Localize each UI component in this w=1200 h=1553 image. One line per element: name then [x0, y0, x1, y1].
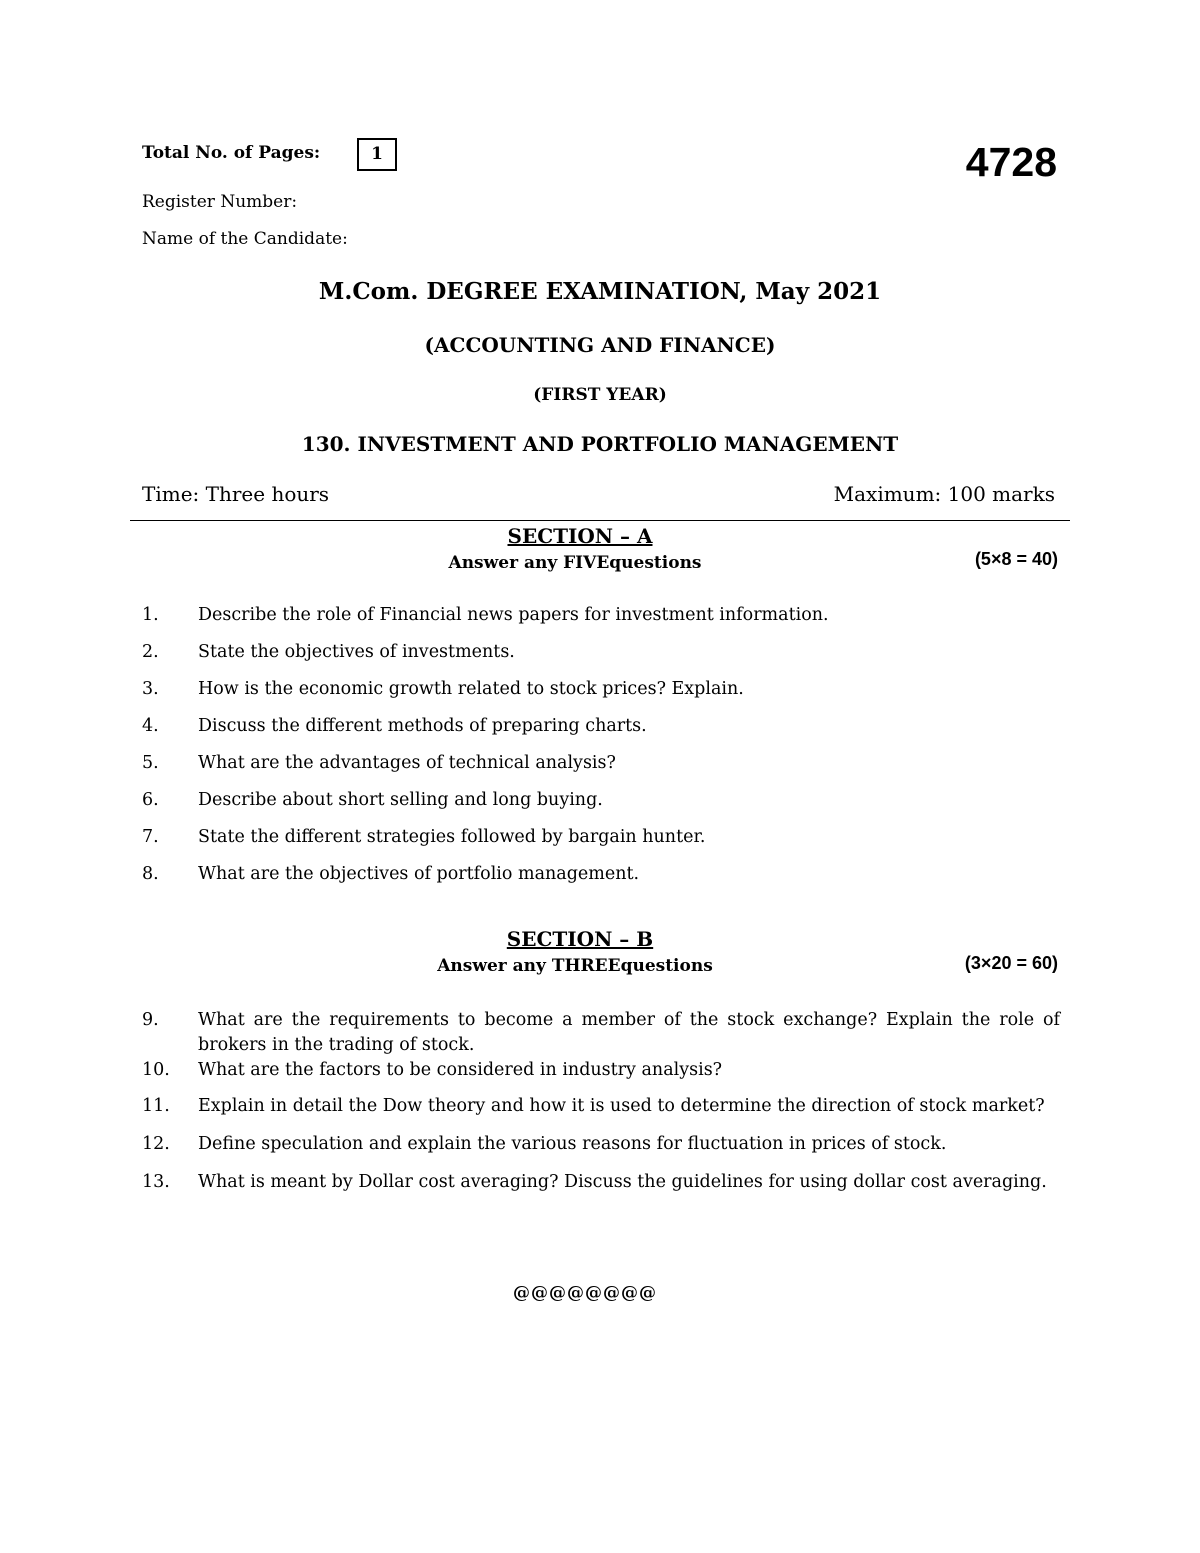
question-text: State the objectives of investments.: [198, 642, 515, 662]
section-a-marks: (5×8 = 40): [974, 549, 1058, 569]
question-number: 1.: [142, 605, 159, 625]
question-text: What are the advantages of technical analysis?: [198, 753, 616, 773]
question-item: [142, 1132, 1060, 1157]
exam-title: M.Com. DEGREE EXAMINATION, May 2021: [318, 278, 882, 305]
section-b-questions: [142, 1008, 1060, 1195]
question-item: [142, 1094, 1060, 1119]
question-item: [142, 714, 1060, 739]
question-text: What are the objectives of portfolio management.: [198, 864, 640, 884]
question-number: 12.: [142, 1134, 170, 1154]
paper-title: 130. INVESTMENT AND PORTFOLIO MANAGEMENT: [301, 432, 899, 456]
question-text: What are the factors to be considered in industry analysis?: [198, 1060, 723, 1080]
maximum-marks: Maximum: 100 marks: [833, 482, 1055, 506]
question-number: 7.: [142, 827, 159, 847]
question-number: 5.: [142, 753, 159, 773]
question-item: [142, 603, 1060, 628]
question-text: What are the requirements to become a member of the stock exchange? Explain the role of brokers in the trading of stock.: [198, 1010, 1060, 1055]
section-a-questions: [142, 603, 1060, 899]
question-number: 10.: [142, 1060, 170, 1080]
total-pages-label: Total No. of Pages:: [142, 143, 321, 163]
question-item: [142, 640, 1060, 665]
question-item: [142, 1170, 1060, 1195]
section-a-instruction: Answer any FIVEquestions: [448, 553, 702, 573]
header-divider: [130, 520, 1070, 521]
register-number-label: Register Number:: [142, 192, 298, 212]
question-number: 11.: [142, 1096, 170, 1116]
exam-year: (FIRST YEAR): [533, 385, 667, 405]
question-text: Describe the role of Financial news papers for investment information.: [198, 605, 829, 625]
total-pages-box: 1: [357, 138, 397, 171]
question-text: State the different strategies followed by bargain hunter.: [198, 827, 706, 847]
question-text: Explain in detail the Dow theory and how it is used to determine the direction of stock market?: [198, 1096, 1045, 1116]
question-item: [142, 1058, 1060, 1083]
candidate-name-label: Name of the Candidate:: [142, 229, 348, 249]
question-number: 9.: [142, 1010, 159, 1030]
question-text: What is meant by Dollar cost averaging? Discuss the guidelines for using dollar cost averaging.: [198, 1172, 1047, 1192]
question-number: 13.: [142, 1172, 170, 1192]
question-item: [142, 862, 1060, 887]
question-text: Define speculation and explain the various reasons for fluctuation in prices of stock.: [198, 1134, 947, 1154]
paper-code: 4728: [965, 139, 1057, 185]
question-number: 3.: [142, 679, 159, 699]
question-item: [142, 751, 1060, 776]
question-item: [142, 825, 1060, 850]
question-number: 2.: [142, 642, 159, 662]
question-text: How is the economic growth related to stock prices? Explain.: [198, 679, 744, 699]
time-allowed: Time: Three hours: [142, 482, 330, 506]
question-text: Discuss the different methods of preparing charts.: [198, 716, 647, 736]
exam-stream: (ACCOUNTING AND FINANCE): [424, 333, 776, 357]
question-text: Describe about short selling and long buying.: [198, 790, 603, 810]
question-number: 6.: [142, 790, 159, 810]
section-a-title: SECTION – A: [507, 524, 653, 548]
section-b-instruction: Answer any THREEquestions: [437, 956, 713, 976]
question-item: [142, 677, 1060, 702]
question-number: 8.: [142, 864, 159, 884]
section-b-marks: (3×20 = 60): [964, 953, 1058, 973]
question-item: [142, 1008, 1060, 1058]
question-number: 4.: [142, 716, 159, 736]
end-of-paper-mark: @@@@@@@@: [513, 1283, 657, 1303]
section-b-title: SECTION – B: [506, 927, 654, 951]
question-item: [142, 788, 1060, 813]
